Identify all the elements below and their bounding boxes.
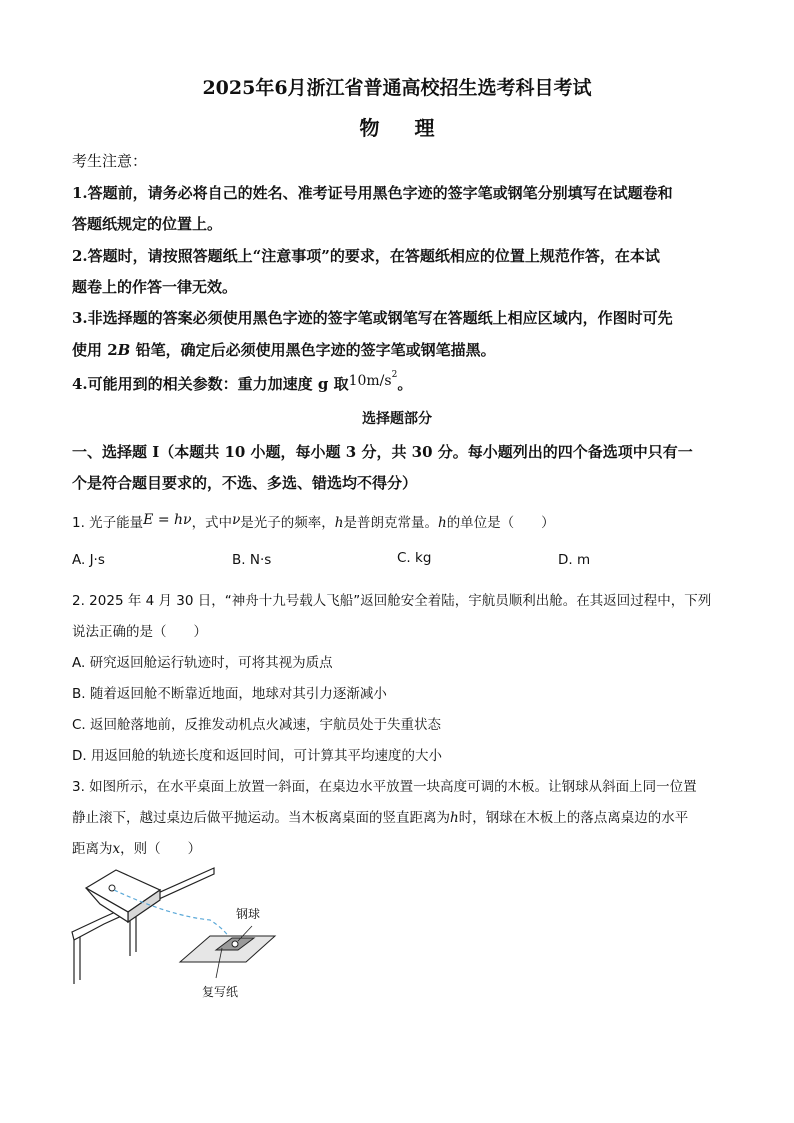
exam-title: 2025年6月浙江省普通高校招生选考科目考试 — [202, 77, 592, 99]
q2-stem-line-2: 说法正确的是（ ） — [72, 624, 207, 640]
q1-option-d: D. m — [558, 552, 591, 568]
q3-figure — [70, 860, 290, 1010]
notice-item-4 — [72, 370, 413, 394]
section-heading: 选择题部分 — [362, 411, 432, 427]
notice-item-2-line-2: 题卷上的作答一律无效。 — [72, 278, 238, 296]
q2-option-a: A. 研究返回舱运行轨迹时，可将其视为质点 — [72, 655, 333, 671]
q1-text-c: 是光子的频率， — [240, 515, 335, 531]
q2-option-b: B. 随着返回舱不断靠近地面，地球对其引力逐渐减小 — [72, 686, 387, 702]
exam-subject: 物 理 — [359, 116, 449, 140]
gravity-value: 10m/s — [348, 373, 392, 389]
notice-item-3-text-a: 使用 2 — [72, 341, 118, 359]
q1-h2: h — [437, 515, 447, 531]
notice-item-1-line-1: 1.答题前，请务必将自己的姓名、准考证号用黑色字迹的签字笔或钢笔分别填写在试题卷和 — [72, 184, 673, 202]
q1-text-b: ，式中 — [191, 515, 233, 531]
notice-item-4-end: 。 — [397, 375, 413, 393]
q3-stem-line-3 — [72, 837, 201, 857]
notice-item-3-text-c: 铅笔，确定后必须使用黑色字迹的签字笔或钢笔描黑。 — [130, 341, 496, 359]
q1-text-d: 是普朗克常量。 — [343, 515, 438, 531]
q1-text-a: 1. 光子能量 — [72, 515, 144, 531]
q1-nu: ν — [232, 512, 241, 528]
q1-text-e: 的单位是（ ） — [446, 515, 555, 531]
part-1-line-1: 一、选择题 I（本题共 10 小题，每小题 3 分，共 30 分。每小题列出的四个备选项中只有一 — [72, 443, 693, 461]
q2-stem-line-1: 2. 2025 年 4 月 30 日，“神舟十九号载人飞船”返回舱安全着陆，宇航员顺利出舱。在其返回过程中，下列 — [72, 593, 712, 609]
landing-point — [232, 941, 238, 947]
q3-stem-line-1: 3. 如图所示，在水平桌面上放置一斜面，在桌边水平放置一块高度可调的木板。让钢球从斜面上同一位置 — [72, 779, 697, 795]
label-steel-ball: 钢球 — [236, 907, 261, 921]
gravity-exponent: 2 — [391, 370, 398, 380]
q3-text-d: ，则（ ） — [120, 841, 202, 857]
q3-stem-line-2 — [72, 806, 688, 826]
part-1-line-2: 个是符合题目要求的，不选、多选、错选均不得分） — [72, 474, 418, 492]
q3-text-b: 时，钢球在木板上的落点离桌边的水平 — [458, 810, 689, 826]
q2-option-d: D. 用返回舱的轨迹长度和返回时间，可计算其平均速度的大小 — [72, 748, 442, 764]
q1-option-a: A. J·s — [72, 552, 105, 568]
notice-item-3-pencil-b: B — [117, 341, 131, 359]
label-carbon-paper: 复写纸 — [202, 985, 239, 999]
notice-item-2-line-1: 2.答题时，请按照答题纸上“注意事项”的要求，在答题纸相应的位置上规范作答，在本试 — [72, 247, 660, 265]
notice-heading: 考生注意： — [72, 152, 148, 170]
notice-item-3-line-1: 3.非选择题的答案必须使用黑色字迹的签字笔或钢笔写在答题纸上相应区域内，作图时可先 — [72, 309, 673, 327]
q3-h: h — [450, 810, 459, 826]
q3-text-a: 静止滚下，越过桌边后做平抛运动。当木板离桌面的竖直距离为 — [72, 810, 450, 826]
q3-x: x — [112, 841, 121, 857]
q1-formula: E = hν — [143, 512, 192, 528]
q2-option-c: C. 返回舱落地前，反推发动机点火减速，宇航员处于失重状态 — [72, 717, 442, 733]
q1-h1: h — [334, 515, 344, 531]
notice-item-3-line-2 — [72, 339, 496, 360]
q3-text-c: 距离为 — [72, 841, 113, 857]
notice-item-4-text: 4.可能用到的相关参数：重力加速度 g 取 — [72, 375, 349, 393]
notice-item-1-line-2: 答题纸规定的位置上。 — [72, 215, 223, 233]
q1-option-b: B. N·s — [232, 552, 272, 568]
question-1-stem — [72, 511, 555, 531]
q1-option-c: C. kg — [397, 550, 432, 566]
